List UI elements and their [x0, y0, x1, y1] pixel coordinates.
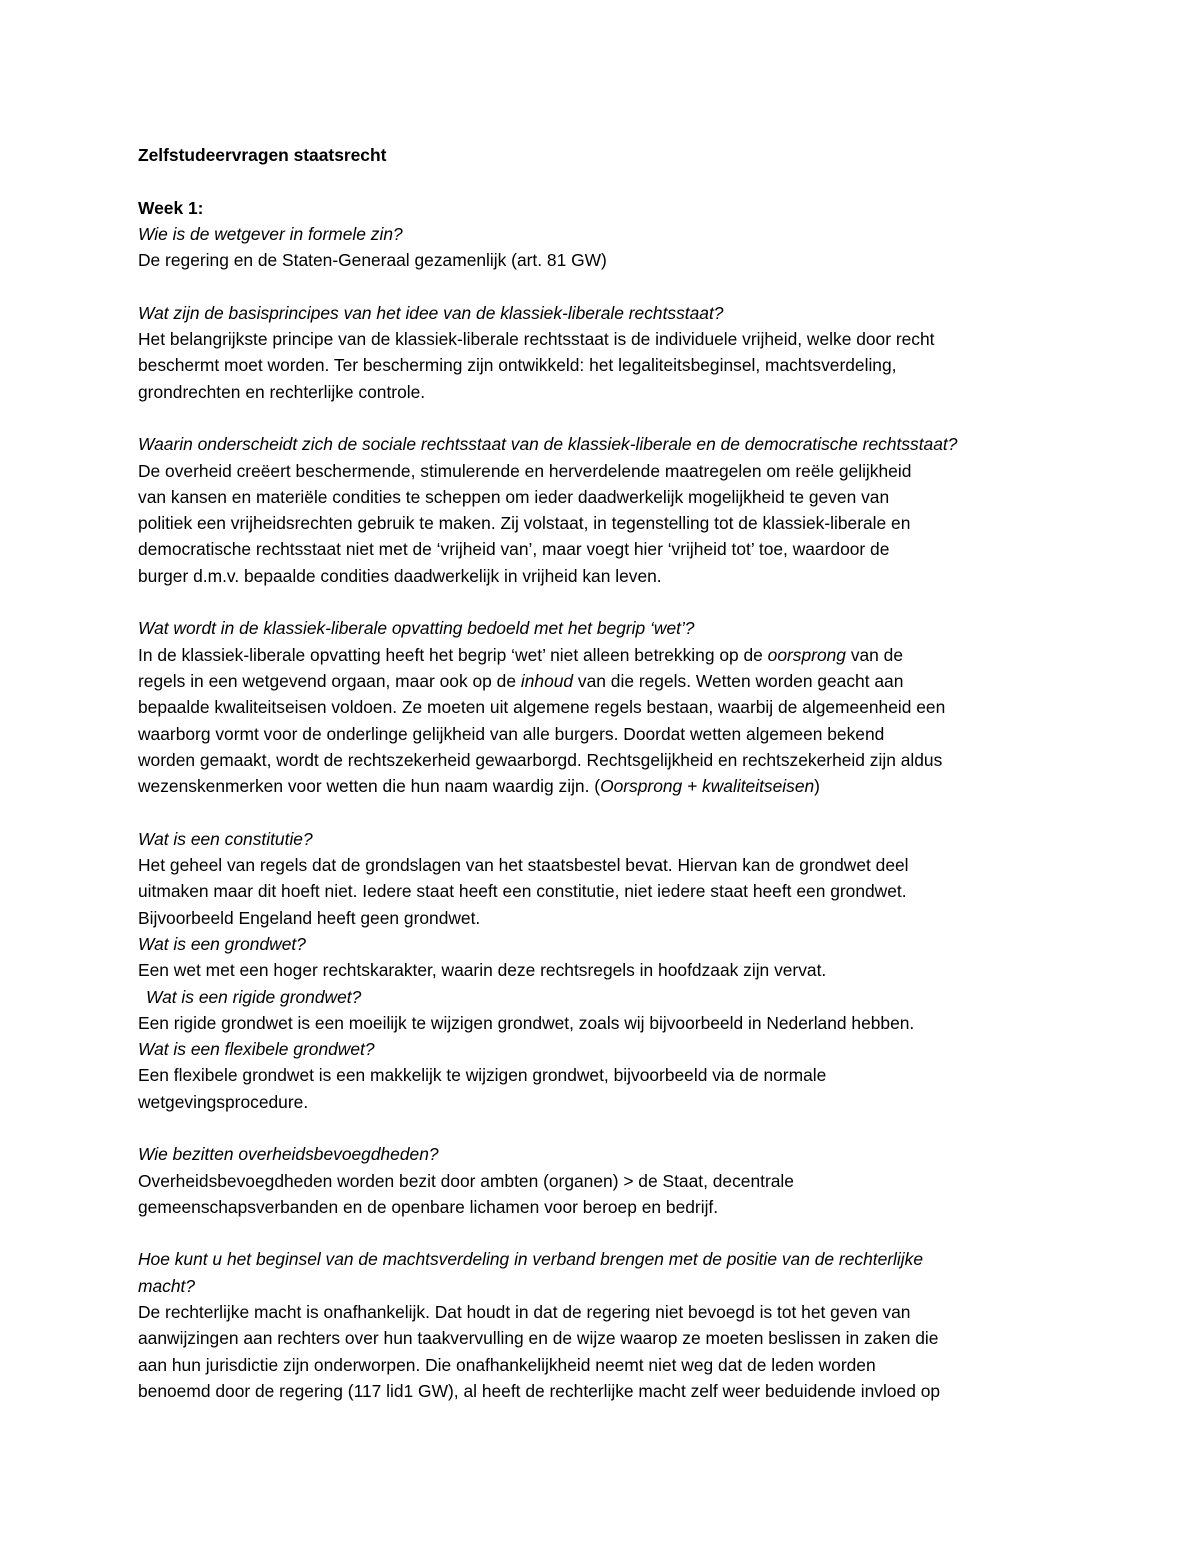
- answer-line: [138, 773, 1068, 799]
- answer-line: worden gemaakt, wordt de rechtszekerheid gewaarborgd. Rechtsgelijkheid en rechtszekerheid zijn aldus: [138, 749, 943, 770]
- emphasis-text: Oorsprong + kwaliteitseisen: [600, 776, 815, 797]
- spacer: [138, 405, 1068, 431]
- emphasis-text: inhoud: [520, 670, 574, 691]
- spacer: [138, 1115, 1068, 1141]
- answer-text: In de klassiek-liberale opvatting heeft het begrip ‘wet’ niet alleen betrekking op de: [138, 644, 768, 665]
- answer-line: Een wet met een hoger rechtskarakter, waarin deze rechtsregels in hoofdzaak zijn vervat.: [138, 960, 827, 981]
- answer-line: aanwijzingen aan rechters over hun taakvervulling en de wijze waarop ze moeten beslissen in zaken die: [138, 1328, 939, 1349]
- question: Wat is een rigide grondwet?: [146, 986, 362, 1007]
- answer-line: gemeenschapsverbanden en de openbare lichamen voor beroep en bedrijf.: [138, 1196, 719, 1217]
- answer-line: politiek een vrijheidsrechten gebruik te maken. Zij volstaat, in tegenstelling tot de klassiek-liberale en: [138, 513, 911, 534]
- answer-line: grondrechten en rechterlijke controle.: [138, 381, 426, 402]
- question: macht?: [138, 1275, 196, 1296]
- answer-text: van de: [845, 644, 904, 665]
- answer-line: De rechterlijke macht is onafhankelijk. Dat houdt in dat de regering niet bevoegd is tot het geven van: [138, 1302, 911, 1323]
- question: Waarin onderscheidt zich de sociale rechtsstaat van de klassiek-liberale en de democratische rechtsstaat?: [138, 434, 958, 455]
- answer-line: wetgevingsprocedure.: [138, 1091, 309, 1112]
- question: Wat zijn de basisprincipes van het idee van de klassiek-liberale rechtsstaat?: [138, 302, 724, 323]
- answer-line: [138, 642, 1068, 668]
- document-body: [138, 142, 1068, 1404]
- question: Wat wordt in de klassiek-liberale opvatting bedoeld met het begrip ‘wet’?: [138, 618, 695, 639]
- spacer: [138, 589, 1068, 615]
- answer-line: Het belangrijkste principe van de klassiek-liberale rechtsstaat is de individuele vrijheid, welke door recht: [138, 329, 935, 350]
- answer-line: Het geheel van regels dat de grondslagen van het staatsbestel bevat. Hiervan kan de grondwet deel: [138, 855, 909, 876]
- week-heading: Week 1:: [138, 197, 204, 218]
- answer-text: ): [814, 776, 820, 797]
- answer-text: regels in een wetgevend orgaan, maar ook op de: [138, 670, 521, 691]
- answer-text: van die regels. Wetten worden geacht aan: [573, 670, 904, 691]
- answer-line: Overheidsbevoegdheden worden bezit door ambten (organen) > de Staat, decentrale: [138, 1170, 794, 1191]
- answer-line: Een rigide grondwet is een moeilijk te wijzigen grondwet, zoals wij bijvoorbeeld in Nederland hebben.: [138, 1012, 915, 1033]
- question: Wat is een flexibele grondwet?: [138, 1039, 375, 1060]
- answer-line: waarborg vormt voor de onderlinge gelijkheid van alle burgers. Doordat wetten algemeen bekend: [138, 723, 885, 744]
- answer-line: beschermt moet worden. Ter bescherming zijn ontwikkeld: het legaliteitsbeginsel, machtsverdeling,: [138, 355, 897, 376]
- question: Hoe kunt u het beginsel van de machtsverdeling in verband brengen met de positie van de rechterlijke: [138, 1249, 923, 1270]
- emphasis-text: oorsprong: [767, 644, 846, 665]
- answer-line: van kansen en materiële condities te scheppen om ieder daadwerkelijk mogelijkheid te geven van: [138, 486, 890, 507]
- spacer: [138, 1220, 1068, 1246]
- answer-line: [138, 668, 1068, 694]
- answer-line: burger d.m.v. bepaalde condities daadwerkelijk in vrijheid kan leven.: [138, 565, 662, 586]
- answer-line: benoemd door de regering (117 lid1 GW), al heeft de rechterlijke macht zelf weer beduidende invloed op: [138, 1380, 941, 1401]
- answer-line: aan hun jurisdictie zijn onderworpen. Die onafhankelijkheid neemt niet weg dat de leden worden: [138, 1354, 876, 1375]
- question: Wie is de wetgever in formele zin?: [138, 223, 403, 244]
- spacer: [138, 168, 1068, 194]
- document-title: Zelfstudeervragen staatsrecht: [138, 145, 387, 165]
- question: Wat is een grondwet?: [138, 933, 306, 954]
- answer-line: democratische rechtsstaat niet met de ‘vrijheid van’, maar voegt hier ‘vrijheid tot’ toe, waardoor de: [138, 539, 890, 560]
- answer-line: uitmaken maar dit hoeft niet. Iedere staat heeft een constitutie, niet iedere staat heeft een grondwet.: [138, 881, 907, 902]
- spacer: [138, 273, 1068, 299]
- answer-line: De regering en de Staten-Generaal gezamenlijk (art. 81 GW): [138, 250, 607, 271]
- question: Wat is een constitutie?: [138, 828, 313, 849]
- question: Wie bezitten overheidsbevoegdheden?: [138, 1144, 439, 1165]
- answer-line: Een flexibele grondwet is een makkelijk te wijzigen grondwet, bijvoorbeeld via de normale: [138, 1065, 827, 1086]
- answer-line: bepaalde kwaliteitseisen voldoen. Ze moeten uit algemene regels bestaan, waarbij de algemeenheid een: [138, 697, 946, 718]
- answer-line: Bijvoorbeeld Engeland heeft geen grondwet.: [138, 907, 481, 928]
- answer-text: wezenskenmerken voor wetten die hun naam waardig zijn. (: [138, 776, 601, 797]
- answer-line: De overheid creëert beschermende, stimulerende en herverdelende maatregelen om reële gelijkheid: [138, 460, 912, 481]
- spacer: [138, 799, 1068, 825]
